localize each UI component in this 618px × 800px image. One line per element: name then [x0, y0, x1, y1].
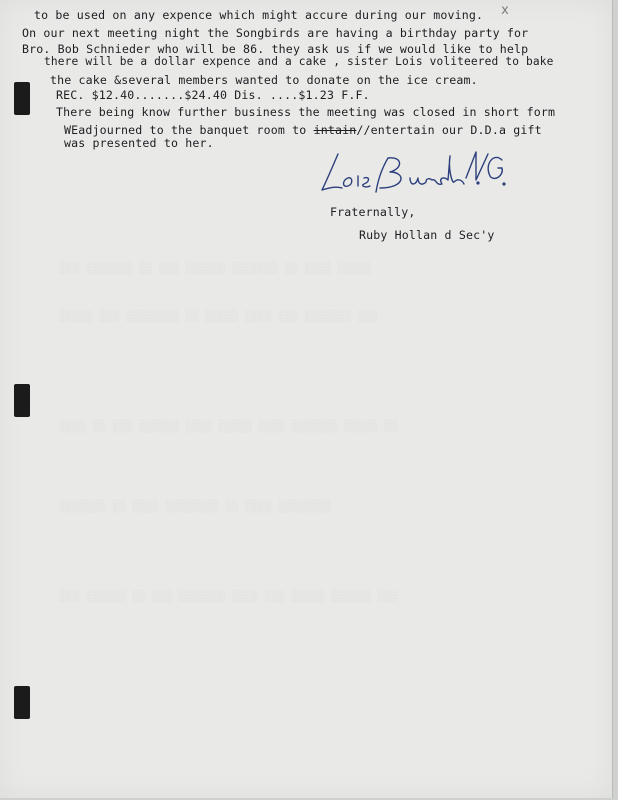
handwritten-signature	[318, 148, 508, 198]
punch-hole-middle	[14, 384, 30, 417]
text-line-2: On our next meeting night the Songbirds are having a birthday party for	[22, 26, 529, 40]
margin-mark: x	[501, 3, 509, 18]
bleed-through-text: ░░░░░ ░░░ ░░░░░░░░ ░░ ░░░░░ ░░░░ ░░░ ░░░░░░░ ░░░	[60, 310, 378, 323]
closing: Fraternally,	[330, 205, 416, 219]
bleed-through-text: ░░░ ░░░░░░ ░░ ░░░ ░░░░░░░ ░░░░ ░░░ ░░░░░ ░░░░░░ ░░░	[60, 590, 398, 603]
text-line-1: to be used on any expence which might accure during our moving.	[34, 8, 484, 22]
punch-hole-bottom	[14, 686, 30, 719]
receipts-line: REC. $12.40.......$24.40 Dis. ....$1.23 F.F.	[56, 88, 370, 102]
text-line-7: There being know further business the meeting was closed in short form	[56, 105, 556, 119]
bleed-through-text: ░░░░░░░ ░░ ░░░░ ░░░░░░░░ ░░ ░░░░ ░░░░░░░░	[60, 500, 332, 513]
text-line-8-end: //entertain our D.D.a gift	[356, 123, 542, 137]
text-line-9: was presented to her.	[64, 136, 214, 150]
text-line-4: there will be a dollar expence and a cake , sister Lois voliteered to bake	[44, 55, 554, 68]
bleed-through-text: ░░░░ ░░ ░░░ ░░░░░░ ░░░░ ░░░░░ ░░░░ ░░░░░░░ ░░░░░ ░░	[60, 420, 398, 433]
signer-name: Ruby Hollan d Sec'y	[359, 228, 495, 242]
text-line-8-start: WEadjourned to the banquet room to	[64, 123, 314, 137]
bleed-through-text: ░░░ ░░░░░░░ ░░ ░░░ ░░░░░░ ░░░░░░░ ░░ ░░░░ ░░░░░	[60, 262, 372, 275]
text-line-8	[64, 123, 542, 137]
text-line-5: the cake &several members wanted to donate on the ice cream.	[50, 73, 478, 87]
text-line-3: Bro. Bob Schnieder who will be 86. they ask us if we would like to help	[22, 42, 529, 56]
struck-word: intain	[313, 123, 357, 137]
punch-hole-top	[14, 82, 30, 115]
